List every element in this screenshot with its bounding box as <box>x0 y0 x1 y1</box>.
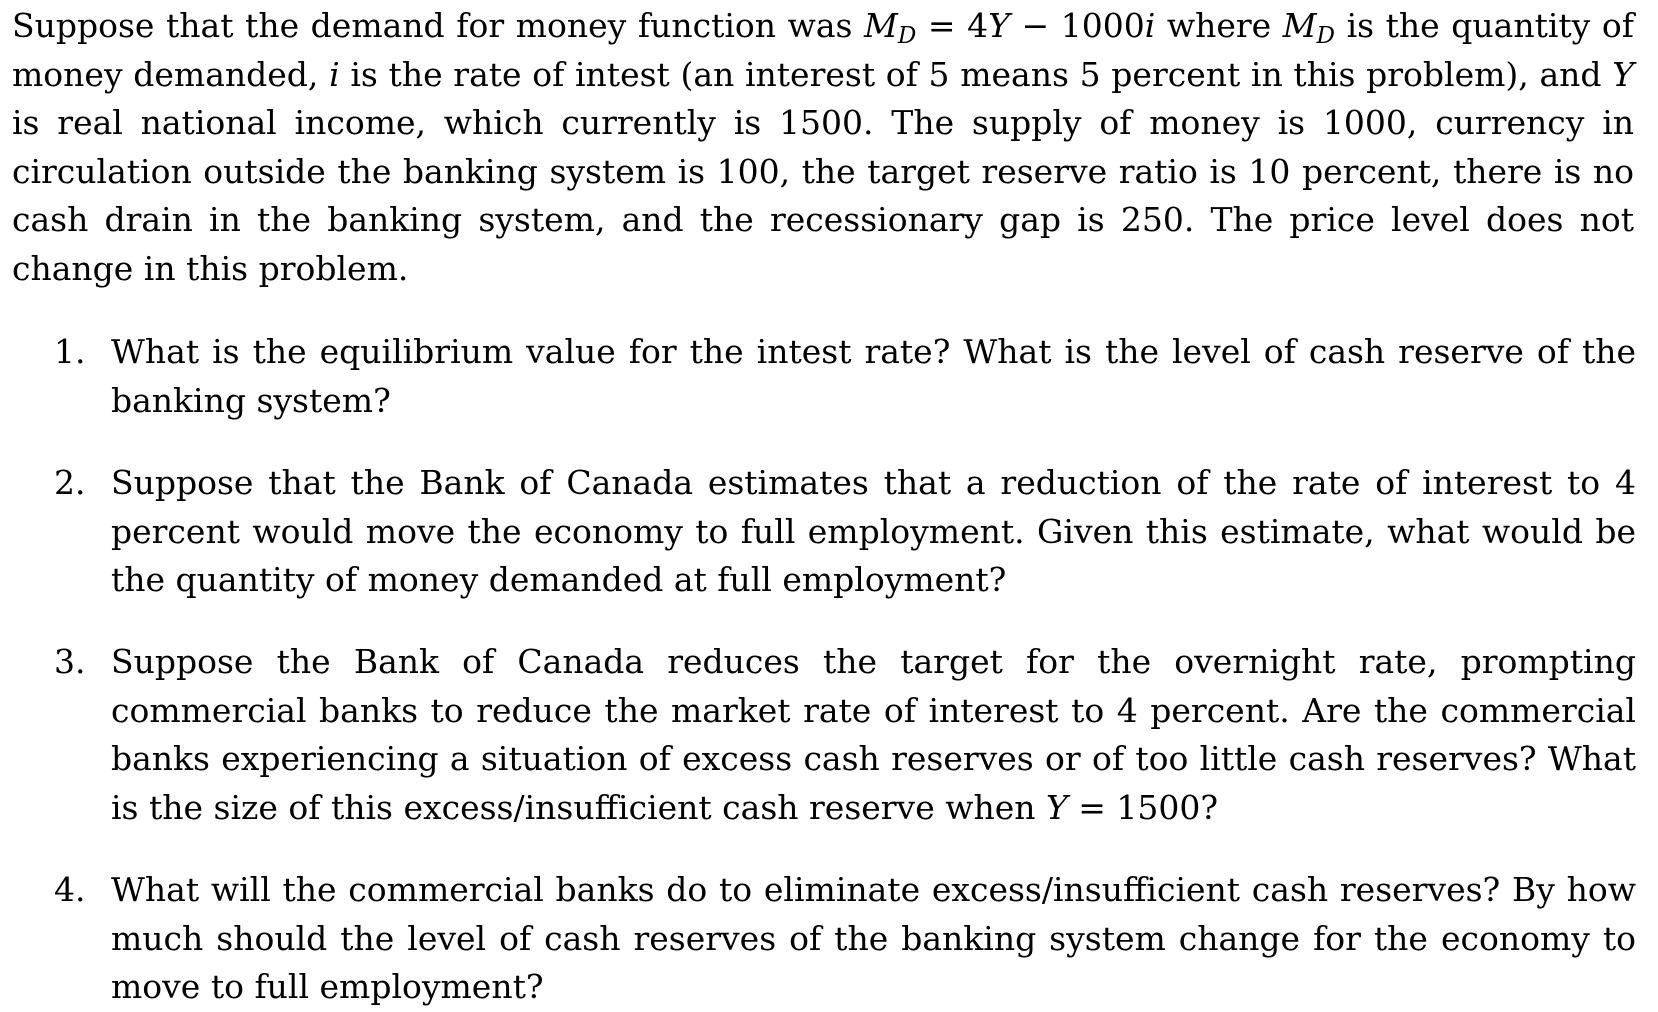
question-number: 4. <box>54 870 86 909</box>
equation-part-2: − 1000 <box>1009 6 1145 45</box>
question-item <box>54 638 1636 832</box>
question-text-part-b: = 1500? <box>1067 787 1219 827</box>
intro-text-3: is the quantity of money demanded, <box>12 6 1634 94</box>
intro-text-5: is real national income, which currently is 1500. The supply of money is 1000, currency in circulation outside the banking system is 100, the target reserve ratio is 10 percent, there is no cash drain in the banking system, and the recessionary gap is 250. The price level does not change in this problem. <box>12 103 1634 288</box>
intro-text-4: is the rate of intest (an interest of 5 means 5 percent in this problem), and <box>339 54 1613 94</box>
question-item <box>54 866 1636 1012</box>
question-item <box>54 459 1636 605</box>
equation-part-1: = 4 <box>916 6 989 45</box>
interest-symbol-2: i <box>329 54 340 94</box>
income-symbol: Y <box>988 6 1010 45</box>
problem-intro <box>12 2 1634 293</box>
income-symbol-2: Y <box>1612 54 1634 94</box>
intro-text-1: Suppose that the demand for money function was <box>12 6 865 45</box>
money-demand-subscript-2: D <box>1316 23 1335 49</box>
question-item <box>54 328 1636 425</box>
intro-text-2: where <box>1155 6 1283 45</box>
interest-symbol: i <box>1144 6 1156 45</box>
question-number: 1. <box>54 332 86 371</box>
money-demand-symbol-2: M <box>1282 6 1317 45</box>
question-text <box>111 638 1636 832</box>
income-symbol-3: Y <box>1046 787 1068 827</box>
money-demand-symbol: M <box>864 6 898 45</box>
question-text: What will the commercial banks do to eliminate excess/insufficient cash reserves? By how much should the level of cash reserves of the banking system change for the economy to move to full employment? <box>111 870 1636 1006</box>
money-demand-subscript: D <box>897 23 917 49</box>
question-text: Suppose that the Bank of Canada estimates that a reduction of the rate of interest to 4 percent would move the economy to full employment. Given this estimate, what would be the quantity of money demanded at full employment? <box>111 463 1636 599</box>
question-text-part-a: Suppose the Bank of Canada reduces the target for the overnight rate, prompting commercial banks to reduce the market rate of interest to 4 percent. Are the commercial banks experiencing a situation of excess cash reserves or of too little cash reserves? What is the size of this excess/insufficient cash reserve when <box>111 642 1636 827</box>
question-number: 2. <box>54 463 86 502</box>
question-text: What is the equilibrium value for the intest rate? What is the level of cash reserve of the banking system? <box>111 332 1636 420</box>
question-number: 3. <box>54 642 86 681</box>
